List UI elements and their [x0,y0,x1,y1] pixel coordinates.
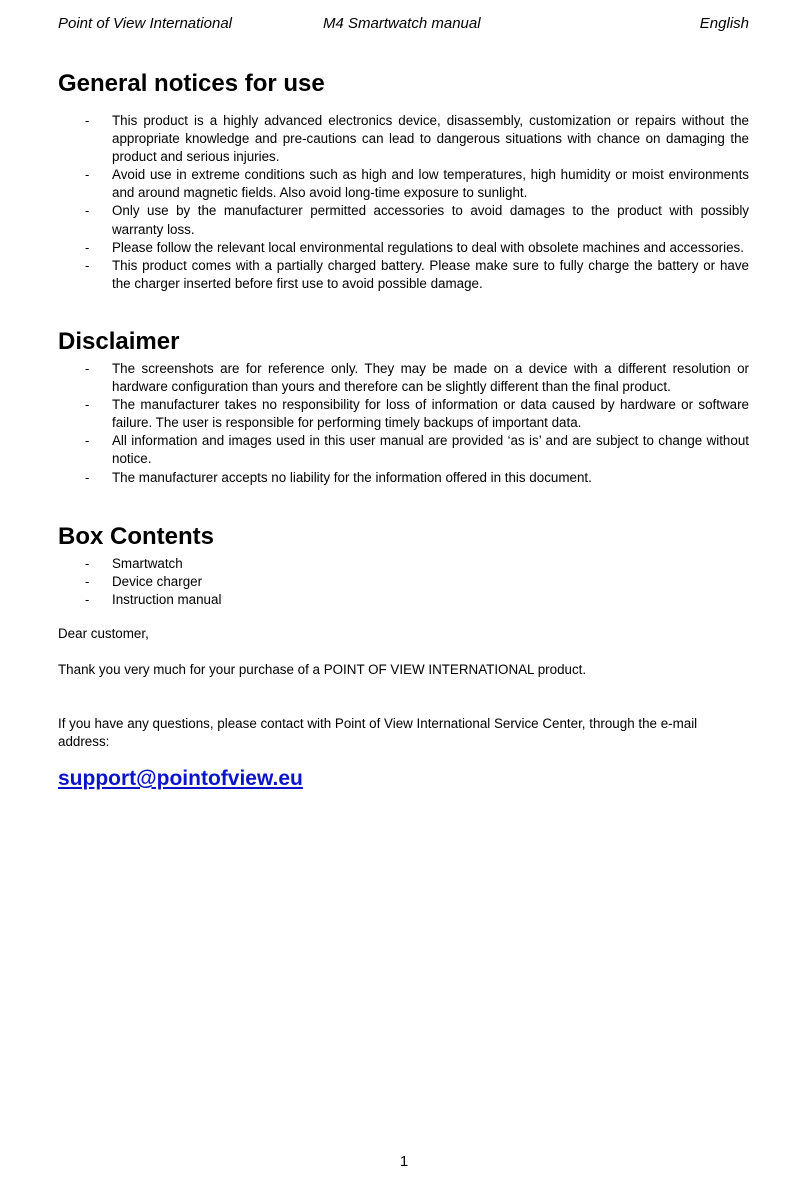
list-item [58,591,749,609]
list-item-text: Only use by the manufacturer permitted accessories to avoid damages to the product with possibly warranty loss. [112,203,749,237]
dash-bullet: - [85,397,90,413]
general-notices-heading: General notices for use [58,70,325,97]
list-item [58,469,749,487]
list-item [58,432,749,468]
box-contents-list [58,555,749,609]
header-company: Point of View International [58,15,233,32]
list-item [58,555,749,573]
list-item-text: Please follow the relevant local environmental regulations to deal with obsolete machines and accessories. [112,239,744,255]
box-contents-heading: Box Contents [58,522,214,550]
list-item-text: The screenshots are for reference only. They may be made on a device with a different resolution or hardware configuration than yours and therefore can be slightly different than the final product. [112,360,749,395]
box-contents-section [58,521,749,609]
list-item [58,239,749,257]
dash-bullet: - [85,469,90,485]
list-item [58,166,749,202]
dash-bullet: - [85,555,90,571]
list-item-text: All information and images used in this user manual are provided ‘as is’ and are subject to change without notice. [112,433,749,467]
list-item [58,573,749,591]
dash-bullet: - [85,433,90,449]
dash-bullet: - [85,360,90,376]
dash-bullet: - [85,257,90,273]
general-notices-list [58,112,749,293]
page-number: 1 [399,1153,409,1170]
header-document-title: M4 Smartwatch manual [323,15,481,32]
dash-bullet: - [85,167,90,183]
thanks-text: Thank you very much for your purchase of a POINT OF VIEW INTERNATIONAL product. [58,661,587,677]
list-item-text: This product is a highly advanced electronics device, disassembly, customization or repairs without the appropriate knowledge and pre-cautions can lead to dangerous situations with chance on damaging the product and serious injuries. [112,113,749,165]
dash-bullet: - [85,591,90,607]
list-item-text: Device charger [112,573,203,589]
general-notices-section [58,68,749,293]
support-email-link[interactable]: support@pointofview.eu [58,767,303,791]
list-item [58,396,749,432]
list-item-text: The manufacturer accepts no liability for the information offered in this document. [112,469,592,485]
list-item-text: Avoid use in extreme conditions such as high and low temperatures, high humidity or moist environments and around magnetic fields. Also avoid long-time exposure to sunlight. [112,167,749,201]
contact-text: If you have any questions, please contact with Point of View International Service Center, through the e-mail address: [58,716,698,750]
dash-bullet: - [85,239,90,255]
greeting-text: Dear customer, [58,625,149,641]
list-item-text: The manufacturer takes no responsibility for loss of information or data caused by hardware or software failure. The user is responsible for performing timely backups of important data. [112,397,749,431]
dash-bullet: - [85,113,90,128]
dash-bullet: - [85,203,90,219]
dash-bullet: - [85,573,90,589]
page-content [58,68,749,791]
page-header [58,15,749,35]
list-item-text: Instruction manual [112,591,222,607]
disclaimer-list [58,360,749,487]
list-item [58,360,749,396]
disclaimer-section [58,326,749,487]
list-item [58,257,749,293]
list-item [58,112,749,166]
list-item-text: Smartwatch [112,555,183,571]
header-language: English [699,15,749,32]
disclaimer-heading: Disclaimer [58,327,180,355]
list-item-text: This product comes with a partially charged battery. Please make sure to fully charge the battery or have the charger inserted before first use to avoid possible damage. [112,257,749,291]
list-item [58,202,749,238]
